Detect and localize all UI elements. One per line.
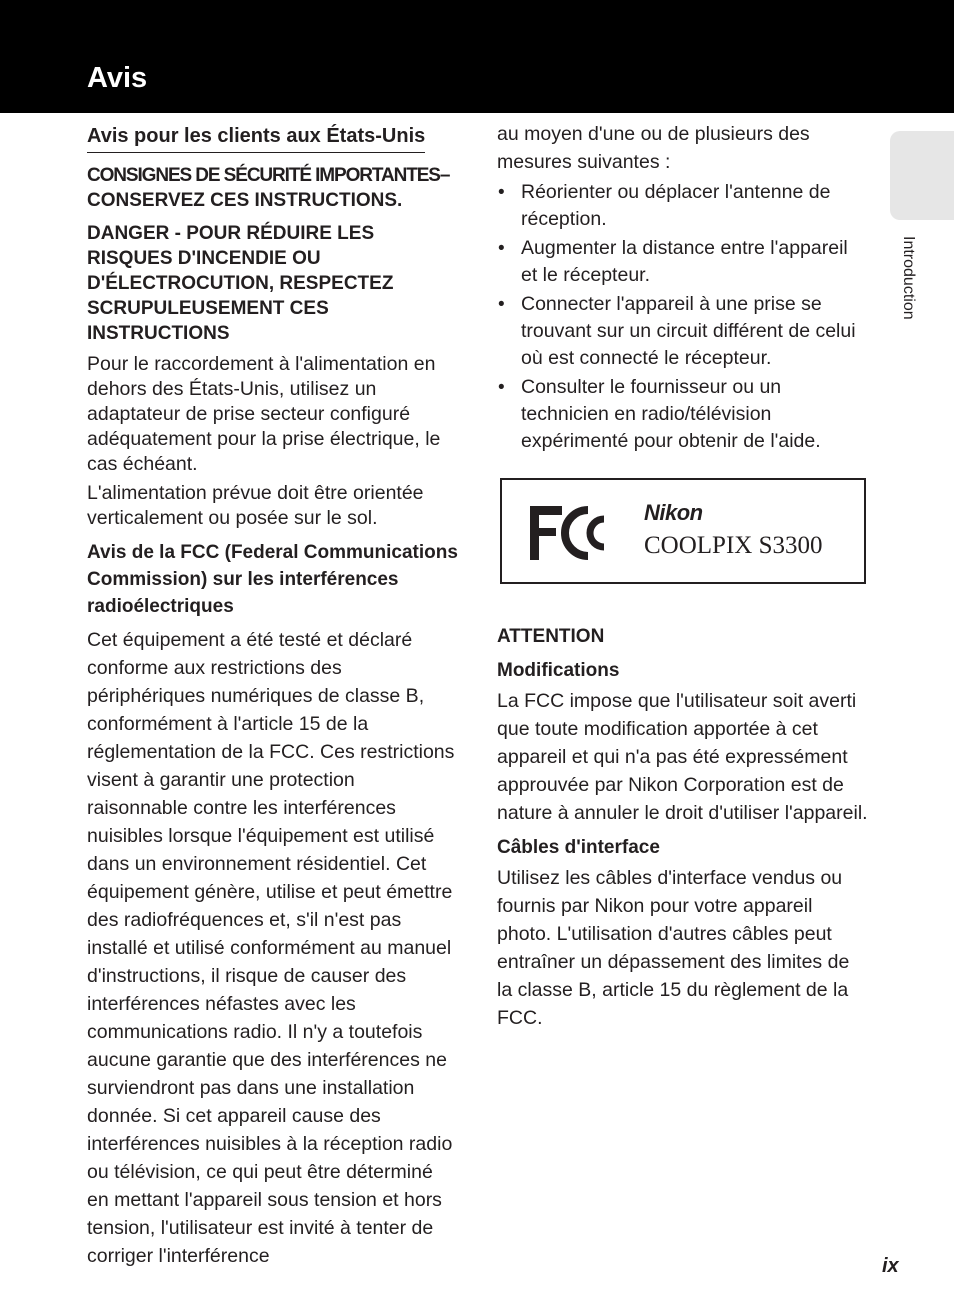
- list-item: • Augmenter la distance entre l'appareil et le récepteur.: [498, 237, 848, 286]
- bullet-icon: •: [498, 182, 505, 203]
- page-header: [0, 0, 954, 113]
- section-side-tab: [890, 131, 954, 220]
- danger-heading: DANGER - POUR RÉDUIRE LES RISQUES D'INCENDIE OU D'ÉLECTROCUTION, RESPECTEZ SCRUPULEUSEMENT CES INSTRUCTIONS: [87, 223, 394, 344]
- continued-paragraph: au moyen d'une ou de plusieurs des mesures suivantes :: [497, 123, 810, 173]
- modifications-paragraph: La FCC impose que l'utilisateur soit averti que toute modification apportée à cet appareil et qui n'a pas été expressément approuvée par Nikon Corporation est de nature à annuler le droit d'utiliser l'appareil.: [497, 690, 868, 824]
- list-item: • Consulter le fournisseur ou un technicien en radio/télévision expérimenté pour obtenir de l'aide.: [498, 376, 821, 452]
- power-paragraph: Pour le raccordement à l'alimentation en dehors des États-Unis, utilisez un adaptateur de prise secteur configuré adéquatement pour la prise électrique, le cas échéant.: [87, 353, 441, 475]
- page-title: Avis: [87, 62, 148, 94]
- page-number: ix: [882, 1255, 899, 1277]
- camera-model: COOLPIX S3300: [644, 532, 823, 559]
- right-column: [497, 120, 869, 457]
- orientation-paragraph: L'alimentation prévue doit être orientée verticalement ou posée sur le sol.: [87, 482, 424, 529]
- fcc-compliance-box: [500, 478, 866, 584]
- nikon-logo: Nikon: [644, 500, 703, 525]
- cables-heading: Câbles d'interface: [497, 837, 660, 858]
- fcc-heading: Avis de la FCC (Federal Communications Commission) sur les interférences radioélectriques: [87, 542, 458, 617]
- attention-section: [497, 624, 869, 1032]
- list-item: • Réorienter ou déplacer l'antenne de réception.: [498, 181, 831, 230]
- cables-paragraph: Utilisez les câbles d'interface vendus ou fournis par Nikon pour votre appareil photo. L'utilisation d'autres câbles peut entraîner un dépassement des limites de la classe B, article 15 du règlement de la FCC.: [497, 867, 850, 1029]
- fcc-logo-icon: [528, 504, 610, 562]
- safety-heading-line-1: CONSIGNES DE SÉCURITÉ IMPORTANTES–: [87, 165, 450, 186]
- section-side-label: Introduction: [900, 236, 917, 320]
- attention-heading: ATTENTION: [497, 626, 605, 647]
- bullet-icon: •: [498, 294, 505, 315]
- section-title: Avis pour les clients aux États-Unis: [87, 120, 425, 153]
- modifications-heading: Modifications: [497, 660, 620, 681]
- left-column: [87, 120, 459, 1270]
- measures-list: [497, 179, 869, 455]
- bullet-icon: •: [498, 377, 505, 398]
- safety-heading-line-2: CONSERVEZ CES INSTRUCTIONS.: [87, 190, 403, 211]
- bullet-icon: •: [498, 238, 505, 259]
- fcc-paragraph: Cet équipement a été testé et déclaré conforme aux restrictions des périphériques numériques de classe B, conformément à l'article 15 de la réglementation de la FCC. Ces restrictions visent à garantir une protection raisonnable contre les interférences nuisibles lorsque l'équipement est utilisé dans un environnement résidentiel. Cet équipement génère, utilise et peut émettre des radiofréquences et, s'il n'est pas installé et utilisé conformément au manuel d'instructions, il risque de causer des interférences néfastes avec les communications radio. Il n'y a toutefois aucune garantie que des interférences ne surviendront pas dans une installation donnée. Si cet appareil cause des interférences nuisibles à la réception radio ou télévision, ce qui peut être déterminé en mettant l'appareil sous tension et hors tension, l'utilisateur est invité à tenter de corriger l'interférence: [87, 629, 455, 1267]
- list-item: • Connecter l'appareil à une prise se trouvant sur un circuit différent de celui où est connecté le récepteur.: [498, 293, 856, 369]
